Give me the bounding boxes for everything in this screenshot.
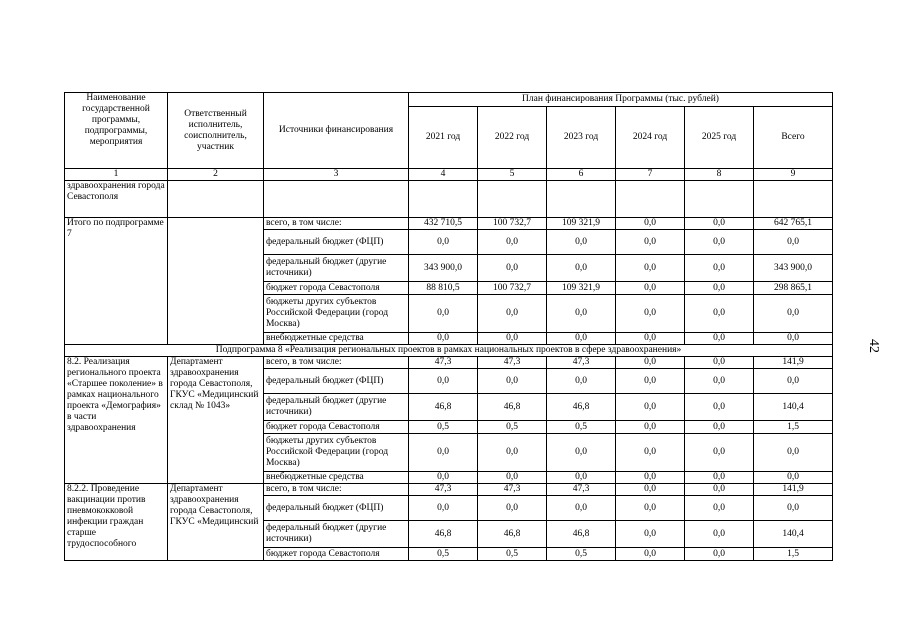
- value-cell: 140,4: [754, 521, 833, 548]
- header-year-2023: 2023 год: [547, 107, 616, 169]
- value-cell: 47,3: [478, 484, 547, 496]
- value-cell: 46,8: [409, 394, 478, 421]
- source-cell: бюджеты других субъектов Российской Федерации (город Москва): [264, 295, 409, 333]
- value-cell: 0,0: [478, 472, 547, 484]
- value-cell: 0,5: [478, 548, 547, 561]
- measure-8-2-name: 8.2. Реализация регионального проекта «Старшее поколение» в рамках национального проекта «Демография» в части здравоохранения: [65, 357, 168, 484]
- value-cell: 0,0: [754, 496, 833, 521]
- source-cell: федеральный бюджет (ФЦП): [264, 369, 409, 394]
- value-cell: 432 710,5: [409, 218, 478, 230]
- measure-8-2-2-executor: Департамент здравоохранения города Севастополя, ГКУС «Медицинский: [168, 484, 264, 561]
- header-name: Наименование государственной программы, подпрограммы, мероприятия: [65, 93, 168, 169]
- value-cell: 0,0: [616, 394, 685, 421]
- value-cell: 0,0: [685, 333, 754, 345]
- value-cell: 0,0: [754, 472, 833, 484]
- value-cell: 47,3: [547, 484, 616, 496]
- value-cell: 0,5: [409, 548, 478, 561]
- value-cell: 47,3: [409, 484, 478, 496]
- source-cell: федеральный бюджет (ФЦП): [264, 496, 409, 521]
- value-cell: 0,0: [685, 357, 754, 369]
- source-cell: внебюджетные средства: [264, 333, 409, 345]
- empty-cell: [168, 181, 264, 218]
- value-cell: 109 321,9: [547, 218, 616, 230]
- value-cell: 0,0: [685, 472, 754, 484]
- value-cell: 0,0: [616, 369, 685, 394]
- value-cell: 1,5: [754, 421, 833, 434]
- header-total: Всего: [754, 107, 833, 169]
- index-9: 9: [754, 169, 833, 181]
- value-cell: 0,0: [616, 295, 685, 333]
- value-cell: 0,0: [616, 230, 685, 255]
- value-cell: 46,8: [409, 521, 478, 548]
- source-cell: бюджет города Севастополя: [264, 282, 409, 295]
- value-cell: 46,8: [478, 394, 547, 421]
- source-cell: бюджет города Севастополя: [264, 548, 409, 561]
- source-cell: всего, в том числе:: [264, 218, 409, 230]
- source-cell: федеральный бюджет (ФЦП): [264, 230, 409, 255]
- value-cell: 141,9: [754, 484, 833, 496]
- value-cell: 0,0: [616, 218, 685, 230]
- empty-cell: [754, 181, 833, 218]
- value-cell: 0,0: [478, 333, 547, 345]
- value-cell: 0,0: [478, 434, 547, 472]
- value-cell: 100 732,7: [478, 282, 547, 295]
- value-cell: 0,0: [547, 369, 616, 394]
- value-cell: 0,0: [478, 230, 547, 255]
- value-cell: 0,0: [409, 295, 478, 333]
- index-3: 3: [264, 169, 409, 181]
- header-year-2025: 2025 год: [685, 107, 754, 169]
- value-cell: 0,0: [685, 218, 754, 230]
- value-cell: 1,5: [754, 548, 833, 561]
- table-row: [65, 357, 833, 369]
- index-6: 6: [547, 169, 616, 181]
- value-cell: 0,0: [547, 295, 616, 333]
- index-1: 1: [65, 169, 168, 181]
- value-cell: 0,0: [547, 496, 616, 521]
- value-cell: 0,0: [478, 255, 547, 282]
- source-cell: всего, в том числе:: [264, 357, 409, 369]
- value-cell: 0,0: [754, 434, 833, 472]
- measure-8-2-executor: Департамент здравоохранения города Севастополя, ГКУС «Медицинский склад № 1043»: [168, 357, 264, 484]
- value-cell: 0,0: [685, 548, 754, 561]
- value-cell: 0,0: [616, 434, 685, 472]
- value-cell: 0,0: [754, 333, 833, 345]
- value-cell: 47,3: [409, 357, 478, 369]
- value-cell: 343 900,0: [754, 255, 833, 282]
- table-row: [65, 484, 833, 496]
- value-cell: 0,0: [685, 394, 754, 421]
- value-cell: 298 865,1: [754, 282, 833, 295]
- value-cell: 0,0: [409, 230, 478, 255]
- header-executor: Ответственный исполнитель, соисполнитель, участник: [168, 93, 264, 169]
- value-cell: 0,0: [685, 484, 754, 496]
- value-cell: 0,0: [754, 230, 833, 255]
- value-cell: 47,3: [547, 357, 616, 369]
- value-cell: 0,0: [478, 295, 547, 333]
- financing-table: [64, 92, 833, 561]
- value-cell: 0,0: [685, 369, 754, 394]
- value-cell: 0,0: [409, 472, 478, 484]
- value-cell: 0,0: [409, 496, 478, 521]
- value-cell: 0,0: [547, 230, 616, 255]
- value-cell: 0,0: [547, 333, 616, 345]
- value-cell: 0,0: [478, 369, 547, 394]
- value-cell: 88 810,5: [409, 282, 478, 295]
- value-cell: 140,4: [754, 394, 833, 421]
- value-cell: 0,0: [754, 295, 833, 333]
- value-cell: 0,0: [547, 434, 616, 472]
- value-cell: 0,0: [754, 369, 833, 394]
- value-cell: 0,0: [409, 333, 478, 345]
- source-cell: федеральный бюджет (другие источники): [264, 394, 409, 421]
- value-cell: 0,0: [685, 496, 754, 521]
- header-year-2024: 2024 год: [616, 107, 685, 169]
- empty-cell: [685, 181, 754, 218]
- index-8: 8: [685, 169, 754, 181]
- value-cell: 0,0: [616, 255, 685, 282]
- value-cell: 0,5: [547, 548, 616, 561]
- empty-cell: [547, 181, 616, 218]
- value-cell: 0,0: [685, 230, 754, 255]
- value-cell: 0,5: [409, 421, 478, 434]
- empty-cell: [478, 181, 547, 218]
- source-cell: внебюджетные средства: [264, 472, 409, 484]
- table-row: [65, 345, 833, 357]
- total-7-executor: [168, 218, 264, 345]
- source-cell: бюджеты других субъектов Российской Федерации (город Москва): [264, 434, 409, 472]
- source-cell: федеральный бюджет (другие источники): [264, 255, 409, 282]
- value-cell: 0,0: [685, 255, 754, 282]
- subprogram-8-title: Подпрограмма 8 «Реализация региональных проектов в рамках национальных проектов в сфере здравоохранения»: [65, 345, 833, 357]
- value-cell: 0,0: [685, 295, 754, 333]
- value-cell: 0,0: [616, 484, 685, 496]
- empty-cell: [616, 181, 685, 218]
- header-plan: План финансирования Программы (тыс. рублей): [409, 93, 833, 107]
- total-7-name: Итого по подпрограмме 7: [65, 218, 168, 345]
- value-cell: 0,0: [409, 369, 478, 394]
- source-cell: всего, в том числе:: [264, 484, 409, 496]
- value-cell: 141,9: [754, 357, 833, 369]
- empty-cell: [409, 181, 478, 218]
- continued-name: здравоохранения города Севастополя: [65, 181, 168, 218]
- value-cell: 343 900,0: [409, 255, 478, 282]
- value-cell: 0,5: [478, 421, 547, 434]
- value-cell: 0,0: [685, 421, 754, 434]
- value-cell: 0,0: [685, 282, 754, 295]
- empty-cell: [264, 181, 409, 218]
- measure-8-2-2-name: 8.2.2. Проведение вакцинации против пневмококковой инфекции граждан старше трудоспособного: [65, 484, 168, 561]
- header-year-2021: 2021 год: [409, 107, 478, 169]
- value-cell: 0,0: [616, 472, 685, 484]
- index-2: 2: [168, 169, 264, 181]
- value-cell: 0,0: [616, 357, 685, 369]
- index-4: 4: [409, 169, 478, 181]
- value-cell: 0,0: [616, 333, 685, 345]
- value-cell: 0,0: [547, 255, 616, 282]
- value-cell: 47,3: [478, 357, 547, 369]
- table-row: [65, 218, 833, 230]
- value-cell: 46,8: [547, 521, 616, 548]
- value-cell: 0,0: [616, 496, 685, 521]
- value-cell: 46,8: [478, 521, 547, 548]
- value-cell: 642 765,1: [754, 218, 833, 230]
- value-cell: 0,0: [685, 521, 754, 548]
- source-cell: бюджет города Севастополя: [264, 421, 409, 434]
- value-cell: 0,5: [547, 421, 616, 434]
- index-7: 7: [616, 169, 685, 181]
- value-cell: 0,0: [409, 434, 478, 472]
- value-cell: 109 321,9: [547, 282, 616, 295]
- value-cell: 0,0: [547, 472, 616, 484]
- value-cell: 0,0: [616, 282, 685, 295]
- source-cell: федеральный бюджет (другие источники): [264, 521, 409, 548]
- header-year-2022: 2022 год: [478, 107, 547, 169]
- value-cell: 0,0: [616, 521, 685, 548]
- header-sources: Источники финансирования: [264, 93, 409, 169]
- value-cell: 0,0: [616, 548, 685, 561]
- value-cell: 0,0: [616, 421, 685, 434]
- value-cell: 100 732,7: [478, 218, 547, 230]
- value-cell: 0,0: [478, 496, 547, 521]
- page-number: 42: [866, 339, 881, 353]
- index-5: 5: [478, 169, 547, 181]
- value-cell: 0,0: [685, 434, 754, 472]
- value-cell: 46,8: [547, 394, 616, 421]
